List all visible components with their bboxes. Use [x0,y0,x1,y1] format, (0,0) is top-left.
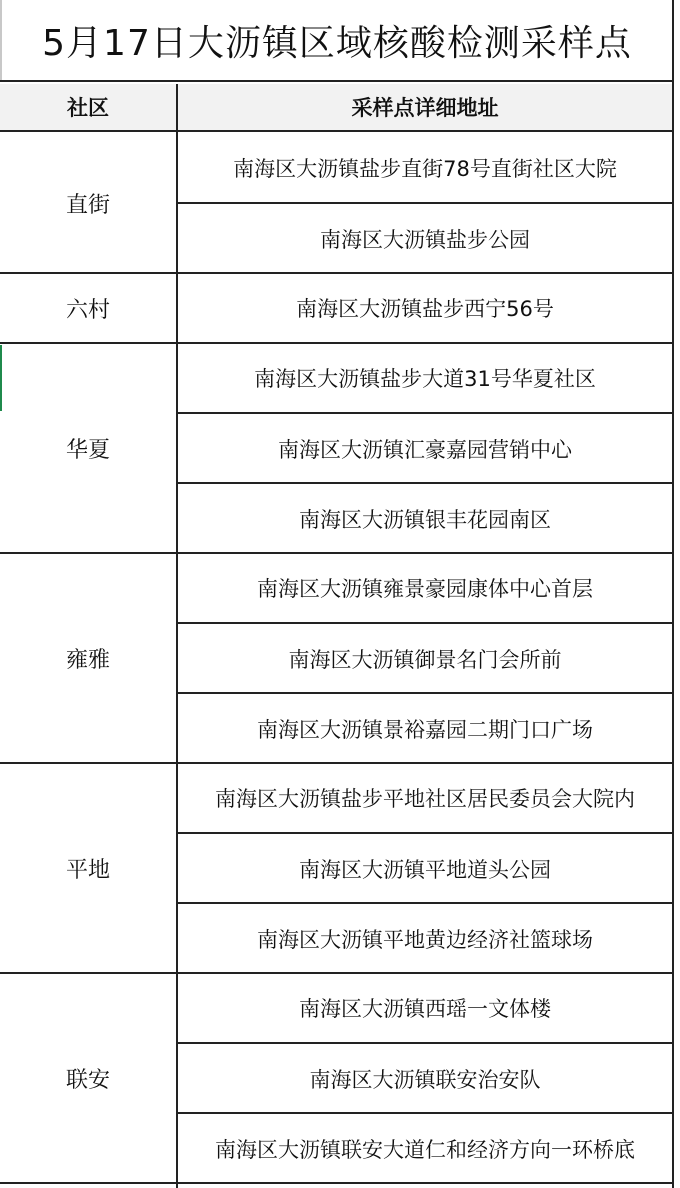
community-name-cell[interactable]: 联安 [65,1067,110,1093]
community-group [0,974,674,1184]
address-cell[interactable]: 南海区大沥镇汇豪嘉园营销中心 [178,412,672,484]
community-group [0,764,674,974]
column-header-address: 采样点详细地址 [351,96,499,120]
address-cell[interactable]: 南海区大沥镇雍景豪园康体中心首层 [257,577,593,601]
address-cell[interactable]: 南海区大沥镇盐步西宁56号 [296,297,554,321]
community-name-cell[interactable]: 雍雅 [65,647,110,673]
column-header-community: 社区 [67,96,109,120]
table-right-border [672,0,674,1188]
sheet-title: 5月17日大沥镇区域核酸检测采样点 [0,0,674,82]
community-group [0,274,674,344]
address-cell[interactable]: 南海区大沥镇盐步平地社区居民委员会大院内 [215,787,635,811]
address-cell[interactable]: 南海区大沥镇盐步直街78号直街社区大院 [233,157,617,181]
address-cell[interactable]: 南海区大沥镇盐步大道31号华夏社区 [254,367,596,391]
address-cell[interactable]: 南海区大沥镇平地道头公园 [178,832,672,904]
address-cell[interactable]: 南海区大沥镇联安治安队 [178,1042,672,1114]
column-divider [176,84,178,1188]
address-cell[interactable]: 南海区大沥镇银丰花园南区 [178,482,672,554]
address-cell[interactable]: 南海区大沥镇盐步公园 [178,202,672,274]
address-cell[interactable]: 南海区大沥镇御景名门会所前 [178,622,672,694]
address-cell[interactable]: 南海区大沥镇西瑶一文体楼 [299,997,551,1021]
community-group [0,554,674,764]
address-cell[interactable]: 南海区大沥镇景裕嘉园二期门口广场 [178,692,672,764]
address-cell[interactable]: 南海区大沥镇联安大道仁和经济方向一环桥底 [178,1112,672,1184]
active-row-marker [0,345,2,411]
table-header-row [0,84,674,132]
community-name-cell[interactable]: 直街 [65,192,110,218]
community-name-cell[interactable]: 平地 [65,857,110,883]
community-group [0,344,674,554]
community-name-cell[interactable]: 六村 [65,297,110,323]
community-name-cell[interactable]: 华夏 [65,437,110,463]
address-cell[interactable]: 南海区大沥镇平地黄边经济社篮球场 [178,902,672,974]
community-group [0,134,674,274]
